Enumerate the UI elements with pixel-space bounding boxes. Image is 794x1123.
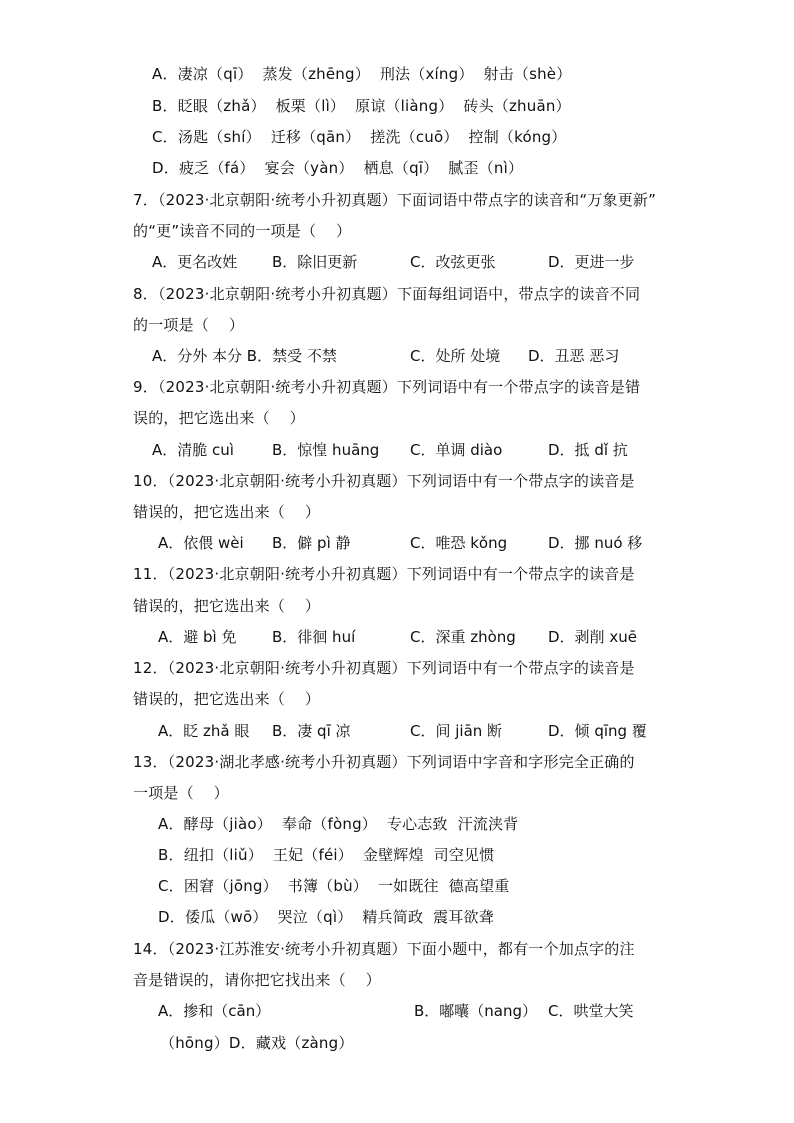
- q6-option-c: C．汤匙（shí） 迁移（qān） 搓洗（cuō） 控制（kóng）: [152, 128, 567, 146]
- q9-option-a: A．清脆 cuì: [152, 441, 234, 459]
- q9-option-d: D．抵 dǐ 抗: [548, 441, 628, 459]
- q12-option-a: A．眨 zhǎ 眼: [158, 722, 250, 740]
- q7-option-d: D．更进一步: [548, 253, 635, 271]
- q12-option-c: C．间 jiān 断: [410, 722, 503, 740]
- q13-option-b: B．纽扣（liǔ） 王妃（féi） 金壁辉煌 司空见惯: [158, 846, 495, 864]
- q9-stem-line1: 9．（2023·北京朝阳·统考小升初真题）下列词语中有一个带点字的读音是错: [133, 378, 641, 396]
- q7-option-b: B．除旧更新: [272, 253, 358, 271]
- q11-option-a: A．避 bì 免: [158, 628, 237, 646]
- q12-stem-line1: 12．（2023·北京朝阳·统考小升初真题）下列词语中有一个带点字的读音是: [133, 659, 635, 677]
- q8-option-c: C．处所 处境: [410, 347, 501, 365]
- q13-option-c: C．困窘（jōng） 书簿（bù） 一如既往 德高望重: [158, 877, 510, 895]
- q6-option-b: B．眨眼（zhǎ） 板栗（lì） 原谅（liàng） 砖头（zhuān）: [152, 97, 571, 115]
- q14-option-c-cont-and-d: （hōng）D．藏戏（zàng）: [160, 1034, 354, 1052]
- q13-stem-line1: 13．（2023·湖北孝感·统考小升初真题）下列词语中字音和字形完全正确的: [133, 753, 635, 771]
- q11-option-b: B．徘徊 huí: [272, 628, 356, 646]
- q12-stem-line2: 错误的，把它选出来（ ）: [133, 690, 321, 708]
- q14-option-b: B．嘟囔（nang）: [414, 1002, 538, 1020]
- q6-option-a: A．凄凉（qī） 蒸发（zhēng） 刑法（xíng） 射击（shè）: [152, 65, 572, 83]
- q14-option-c: C．哄堂大笑: [548, 1002, 634, 1020]
- q11-option-c: C．深重 zhòng: [410, 628, 516, 646]
- q10-option-c: C．唯恐 kǒng: [410, 534, 508, 552]
- q7-stem-line2: 的“更”读音不同的一项是（ ）: [133, 222, 352, 240]
- q10-option-b: B．僻 pì 静: [272, 534, 351, 552]
- q7-stem-line1: 7．（2023·北京朝阳·统考小升初真题）下面词语中带点字的读音和“万象更新”: [133, 191, 657, 209]
- q7-option-c: C．改弦更张: [410, 253, 496, 271]
- q6-option-d: D．疲乏（fá） 宴会（yàn） 栖息（qī） 腻歪（nì）: [152, 159, 524, 177]
- q7-option-a: A．更名改姓: [152, 253, 238, 271]
- q11-option-d: D．剥削 xuē: [548, 628, 637, 646]
- q8-option-ab: A．分外 本分 B．禁受 不禁: [152, 347, 337, 365]
- q10-option-d: D．挪 nuó 移: [548, 534, 643, 552]
- q13-stem-line2: 一项是（ ）: [133, 784, 229, 802]
- q10-stem-line1: 10．（2023·北京朝阳·统考小升初真题）下列词语中有一个带点字的读音是: [133, 472, 635, 490]
- q12-option-b: B．凄 qī 凉: [272, 722, 351, 740]
- q14-stem-line2: 音是错误的，请你把它找出来（ ）: [133, 971, 381, 989]
- q8-stem-line1: 8．（2023·北京朝阳·统考小升初真题）下面每组词语中，带点字的读音不同: [133, 285, 641, 303]
- q10-option-a: A．依偎 wèi: [158, 534, 244, 552]
- q11-stem-line1: 11．（2023·北京朝阳·统考小升初真题）下列词语中有一个带点字的读音是: [133, 565, 635, 583]
- q10-stem-line2: 错误的，把它选出来（ ）: [133, 503, 321, 521]
- q11-stem-line2: 错误的，把它选出来（ ）: [133, 597, 321, 615]
- q14-stem-line1: 14．（2023·江苏淮安·统考小升初真题）下面小题中，都有一个加点字的注: [133, 940, 635, 958]
- q9-option-c: C．单调 diào: [410, 441, 503, 459]
- q9-option-b: B．惊惶 huāng: [272, 441, 380, 459]
- q12-option-d: D．倾 qīng 覆: [548, 722, 647, 740]
- q13-option-a: A．酵母（jiào） 奉命（fòng） 专心志致 汗流浃背: [158, 815, 519, 833]
- q13-option-d: D．倭瓜（wō） 哭泣（qì） 精兵简政 震耳欲聋: [158, 908, 494, 926]
- q14-option-a: A．掺和（cān）: [158, 1002, 271, 1020]
- q8-stem-line2: 的一项是（ ）: [133, 316, 245, 334]
- q9-stem-line2: 误的，把它选出来（ ）: [133, 409, 305, 427]
- q8-option-d: D．丑恶 恶习: [528, 347, 620, 365]
